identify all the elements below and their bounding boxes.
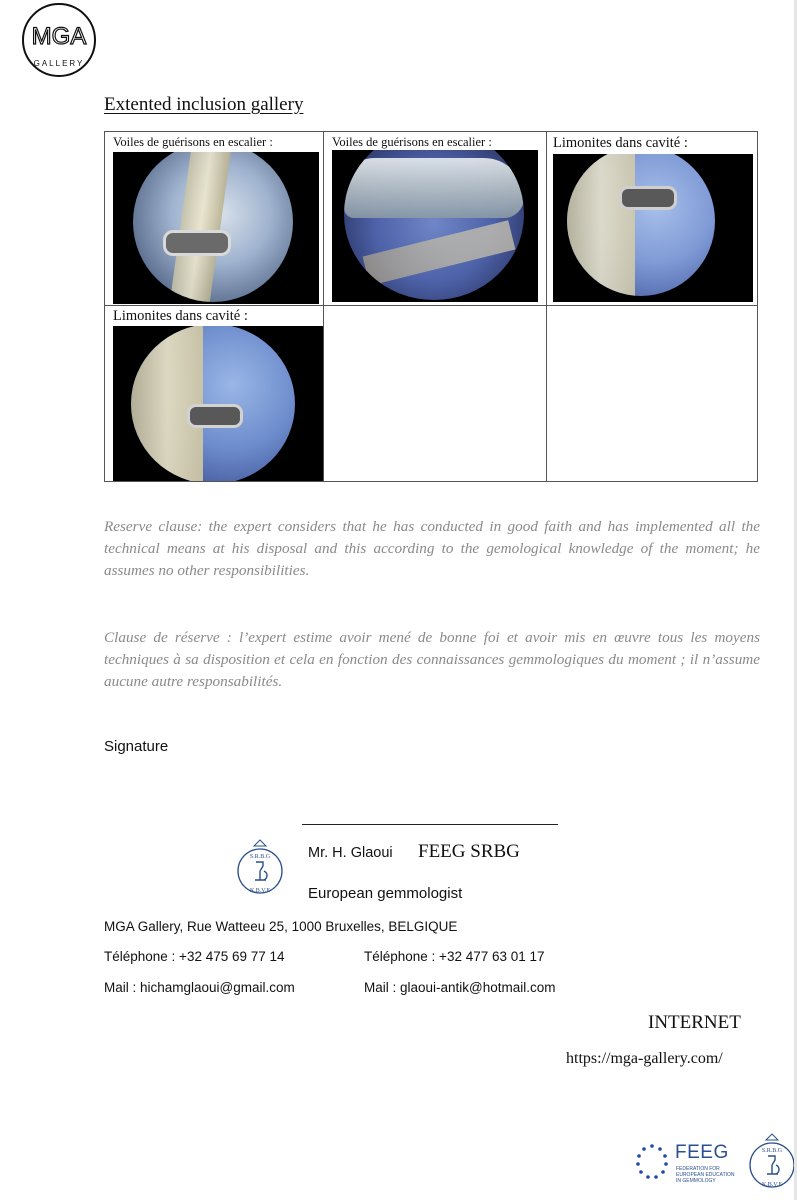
email-secondary[interactable]: Mail : glaoui-antik@hotmail.com xyxy=(364,980,556,995)
svg-text:S.R.B.G: S.R.B.G xyxy=(761,1148,783,1154)
microscope-view xyxy=(133,152,293,302)
email-primary[interactable]: Mail : hichamglaoui@gmail.com xyxy=(104,980,295,995)
expert-organizations: FEEG SRBG xyxy=(418,841,520,862)
cell-label: Limonites dans cavité : xyxy=(113,308,248,324)
svg-text:S.R.B.G: S.R.B.G xyxy=(249,854,271,860)
cell-label: Voiles de guérisons en escalier : xyxy=(332,135,492,149)
svg-text:K.B.V.E: K.B.V.E xyxy=(249,888,271,894)
expert-name: Mr. H. Glaoui xyxy=(308,845,393,861)
microscope-view xyxy=(131,326,295,481)
mga-logo-subtext: GALLERY xyxy=(33,59,85,68)
gallery-heading: Extented inclusion gallery xyxy=(104,94,304,115)
srbg-seal-icon xyxy=(236,838,284,900)
inclusion-photo xyxy=(113,326,323,481)
feeg-logo-text: FEEG xyxy=(675,1142,729,1163)
phone-primary: Téléphone : +32 475 69 77 14 xyxy=(104,949,285,964)
svg-text:K.B.V.E: K.B.V.E xyxy=(761,1182,783,1188)
microscope-view xyxy=(567,154,715,296)
expert-title: European gemmologist xyxy=(308,885,463,902)
website-link[interactable]: https://mga-gallery.com/ xyxy=(566,1050,723,1067)
gallery-cell xyxy=(105,132,323,305)
inclusion-photo xyxy=(332,150,538,302)
eu-stars-icon xyxy=(636,1144,668,1179)
reserve-clause-english: Reserve clause: the expert considers that he has conducted in good faith and has implemented all the technical means at his disposal and this according to the gemological knowledge of the moment; he assumes no other responsibilities. xyxy=(104,518,760,579)
mga-gallery-logo xyxy=(18,2,100,78)
internet-label: INTERNET xyxy=(648,1012,741,1033)
cell-label: Limonites dans cavité : xyxy=(553,135,688,151)
inclusion-photo xyxy=(113,152,319,304)
phone-secondary: Téléphone : +32 477 63 01 17 xyxy=(364,949,545,964)
microscope-view xyxy=(344,150,524,300)
address: MGA Gallery, Rue Watteeu 25, 1000 Bruxelles, BELGIQUE xyxy=(104,919,458,934)
gallery-cell xyxy=(105,306,323,482)
signature-line xyxy=(302,824,558,825)
cell-label: Voiles de guérisons en escalier : xyxy=(113,135,273,149)
empty-gallery-cell xyxy=(324,306,546,482)
inclusion-photo xyxy=(553,154,753,302)
signature-label: Signature xyxy=(104,738,169,755)
gallery-cell xyxy=(547,132,759,305)
mga-logo-text: MGA xyxy=(31,23,87,50)
empty-gallery-cell xyxy=(547,306,759,482)
inclusion-gallery-table xyxy=(104,131,758,482)
feeg-logo-subtext: FEDERATION FOR EUROPEAN EDUCATION IN GEMMOLOGY xyxy=(676,1166,735,1184)
gallery-cell xyxy=(324,132,546,305)
reserve-clause-french: Clause de réserve : l’expert estime avoir mené de bonne foi et avoir mis en œuvre tous les moyens techniques à sa disposition et cela en fonction des connaissances gemmologiques du moment ; il n’assume aucune autre responsabilités. xyxy=(104,629,760,690)
srbg-seal-icon xyxy=(748,1132,796,1194)
